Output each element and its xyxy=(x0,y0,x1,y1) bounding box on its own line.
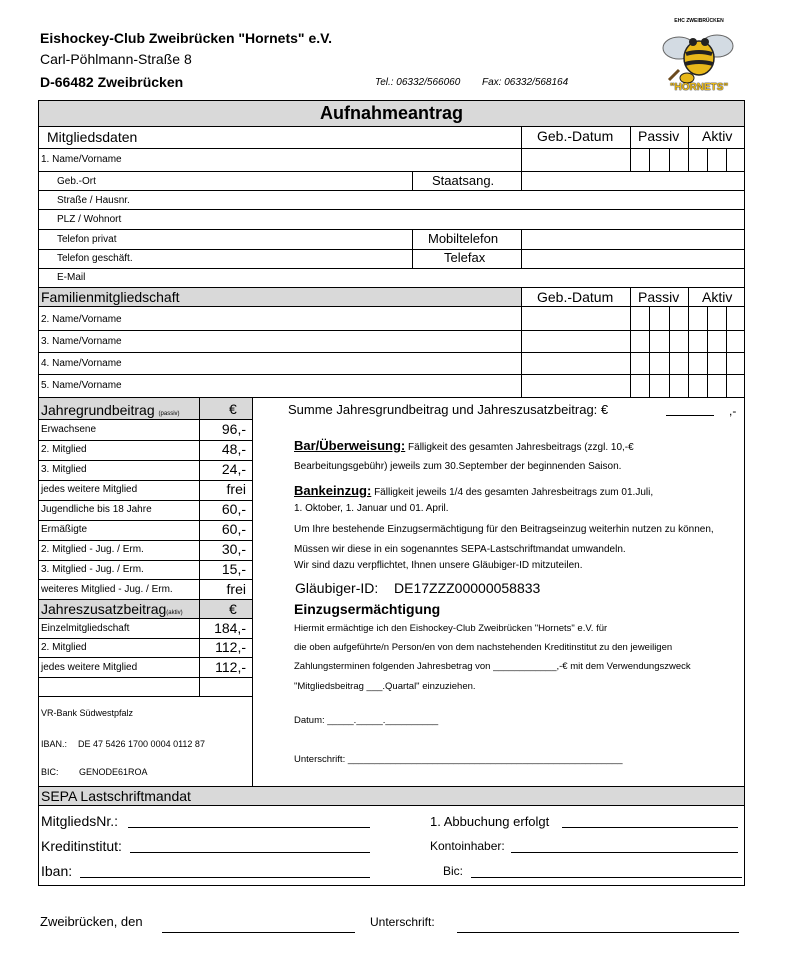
sepa-bank-label: Kreditinstitut: xyxy=(41,838,122,854)
field-name-label: 1. Name/Vorname xyxy=(41,154,122,165)
bank-bic: GENODE61ROA xyxy=(79,767,148,777)
member-aktiv-header: Aktiv xyxy=(702,128,733,144)
fee-row-amount: 60,- xyxy=(221,501,246,517)
fee-row-label: jedes weitere Mitglied xyxy=(41,484,138,495)
sepa-first-debit-input[interactable] xyxy=(562,827,738,828)
fee-row-amount: 96,- xyxy=(221,421,246,437)
transfer-text: Fälligkeit des gesamten Jahresbeitrags (zzgl. 10,-€ xyxy=(405,442,634,453)
form-title: Aufnahmeantrag xyxy=(319,103,463,123)
footer-signature-label: Unterschrift: xyxy=(370,915,435,929)
mandate-text-2: die oben aufgeführte/n Person/en von dem nachstehenden Kreditinstitut zu den jeweiligen xyxy=(294,642,673,653)
family-section-label: Familienmitgliedschaft xyxy=(41,289,180,305)
bank-iban: DE 47 5426 1700 0004 0112 87 xyxy=(78,739,205,749)
club-city: D-66482 Zweibrücken xyxy=(40,74,184,90)
field-fax-label: Telefax xyxy=(444,250,486,265)
transfer-heading: Bar/Überweisung: xyxy=(294,438,406,453)
mandate-text-3: Zahlungsterminen folgenden Jahresbetrag von ____________,-€ mit dem Verwendungszweck xyxy=(294,661,691,672)
fee-row-label: weiteres Mitglied - Jug. / Erm. xyxy=(41,584,173,595)
sepa-text-1: Um Ihre bestehende Einzugsermächtigung für den Beitragseinzug weiterhin nutzen zu können, xyxy=(294,524,714,535)
creditor-id: DE17ZZZ00000058833 xyxy=(394,580,541,596)
club-fax: Fax: 06332/568164 xyxy=(482,77,569,88)
fee-row-amount: 48,- xyxy=(221,441,246,457)
family-passiv-header: Passiv xyxy=(638,289,680,305)
family-dob-header: Geb.-Datum xyxy=(537,289,614,305)
member-dob-header: Geb.-Datum xyxy=(537,128,614,144)
bank-iban-label: IBAN.: xyxy=(41,739,68,749)
field-street-label: Straße / Hausnr. xyxy=(57,195,130,206)
fee-row-amount: 184,- xyxy=(214,620,246,636)
sepa-section-label: SEPA Lastschriftmandat xyxy=(41,788,191,804)
sepa-member-no-input[interactable] xyxy=(128,827,370,828)
basic-fee-currency: € xyxy=(229,401,237,417)
sepa-holder-input[interactable] xyxy=(511,852,738,853)
sepa-text-2: Müssen wir diese in ein sogenanntes SEPA-Lastschriftmandat umwandeln. xyxy=(294,544,626,555)
club-street: Carl-Pöhlmann-Straße 8 xyxy=(40,51,192,67)
field-phone-business-label: Telefon geschäft. xyxy=(57,253,133,264)
fee-row-label: Erwachsene xyxy=(41,424,97,435)
sum-input-line[interactable] xyxy=(666,415,714,416)
fee-row-amount: 112,- xyxy=(215,659,246,675)
mandate-text-4: "Mitgliedsbeitrag ___.Quartal" einzuziehen. xyxy=(294,681,476,692)
club-phone: Tel.: 06332/566060 xyxy=(375,77,461,88)
field-mobile-label: Mobiltelefon xyxy=(428,231,499,246)
basic-fee-header-label: Jahregrundbeitrag xyxy=(41,402,155,418)
field-phone-private-label: Telefon privat xyxy=(57,234,117,245)
fee-row-label: 2. Mitglied xyxy=(41,642,87,653)
fee-row-amount: 15,- xyxy=(221,561,246,577)
fee-row-label: Jugendliche bis 18 Jahre xyxy=(41,504,152,515)
basic-fee-header xyxy=(41,402,180,418)
fee-row-amount: frei xyxy=(226,481,246,497)
fee-row-amount: 30,- xyxy=(221,541,246,557)
footer-signature-input[interactable] xyxy=(457,932,739,933)
creditor-label: Gläubiger-ID: xyxy=(295,580,379,596)
field-email-label: E-Mail xyxy=(57,272,86,283)
sepa-iban-label: Iban: xyxy=(41,863,73,879)
fee-row-amount: 112,- xyxy=(215,639,246,655)
sepa-bank-input[interactable] xyxy=(130,852,370,853)
member-section-label: Mitgliedsdaten xyxy=(47,129,138,145)
bank-name: VR-Bank Südwestpfalz xyxy=(41,708,134,718)
debit-text-2: 1. Oktober, 1. Januar und 01. April. xyxy=(294,503,449,514)
sum-suffix: ,- xyxy=(729,404,737,418)
sepa-first-debit-label: 1. Abbuchung erfolgt xyxy=(430,814,550,829)
mandate-signature-field[interactable]: Unterschrift: ____________________________________________________ xyxy=(294,754,623,765)
extra-fee-header xyxy=(41,601,183,617)
transfer-paragraph xyxy=(294,438,634,453)
sepa-holder-label: Kontoinhaber: xyxy=(430,839,505,853)
logo-bottom-text: "HORNETS" xyxy=(669,82,729,93)
club-logo xyxy=(655,18,743,96)
footer-date-input[interactable] xyxy=(162,932,355,933)
family-aktiv-header: Aktiv xyxy=(702,289,733,305)
member-passiv-header: Passiv xyxy=(638,128,680,144)
family-row-label: 4. Name/Vorname xyxy=(41,358,122,369)
footer-place-date-label: Zweibrücken, den xyxy=(40,914,143,929)
logo-top-text: EHC ZWEIBRÜCKEN xyxy=(674,18,724,24)
family-row-label: 3. Name/Vorname xyxy=(41,336,122,347)
transfer-text-2: Bearbeitungsgebühr) jeweils zum 30.September der beginnenden Saison. xyxy=(294,461,622,472)
sum-label: Summe Jahresgrundbeitrag und Jahreszusatzbeitrag: € xyxy=(288,402,609,417)
field-birthplace-label: Geb.-Ort xyxy=(57,176,96,187)
sepa-member-no-label: MitgliedsNr.: xyxy=(41,813,119,829)
club-name: Eishockey-Club Zweibrücken "Hornets" e.V. xyxy=(40,30,333,46)
debit-heading: Bankeinzug: xyxy=(294,483,372,498)
mandate-text-1: Hiermit ermächtige ich den Eishockey-Club Zweibrücken "Hornets" e.V. für xyxy=(294,623,608,634)
fee-row-label: 3. Mitglied - Jug. / Erm. xyxy=(41,564,144,575)
sepa-text-3: Wir sind dazu verpflichtet, Ihnen unsere Gläubiger-ID mitzuteilen. xyxy=(294,560,583,571)
sepa-bic-label: Bic: xyxy=(443,864,464,878)
basic-fee-header-sub: (passiv) xyxy=(158,411,180,417)
fee-row-label: Einzelmitgliedschaft xyxy=(41,623,130,634)
fee-row-amount: 60,- xyxy=(221,521,246,537)
fee-row-label: 2. Mitglied - Jug. / Erm. xyxy=(41,544,144,555)
mandate-heading: Einzugsermächtigung xyxy=(294,601,441,617)
debit-text: Fälligkeit jeweils 1/4 des gesamten Jahresbeitrags zum 01.Juli, xyxy=(371,487,654,498)
extra-fee-header-label: Jahreszusatzbeitrag xyxy=(41,601,167,617)
fee-row-label: jedes weitere Mitglied xyxy=(41,662,138,673)
fee-row-label: 3. Mitglied xyxy=(41,464,87,475)
bank-bic-label: BIC: xyxy=(41,767,59,777)
field-nationality-label: Staatsang. xyxy=(432,173,495,188)
debit-paragraph xyxy=(294,483,653,498)
sepa-bic-input[interactable] xyxy=(471,877,742,878)
mandate-date-field[interactable]: Datum: _____._____.__________ xyxy=(294,715,439,726)
fee-row-label: Ermäßigte xyxy=(41,524,88,535)
fee-row-amount: 24,- xyxy=(221,461,246,477)
sepa-iban-input[interactable] xyxy=(80,877,370,878)
fee-row-amount: frei xyxy=(226,581,246,597)
family-row-label: 2. Name/Vorname xyxy=(41,314,122,325)
fee-row-label: 2. Mitglied xyxy=(41,444,87,455)
extra-fee-header-sub: (aktiv) xyxy=(166,610,183,616)
field-zip-label: PLZ / Wohnort xyxy=(57,214,122,225)
family-row-label: 5. Name/Vorname xyxy=(41,380,122,391)
extra-fee-currency: € xyxy=(229,601,237,617)
